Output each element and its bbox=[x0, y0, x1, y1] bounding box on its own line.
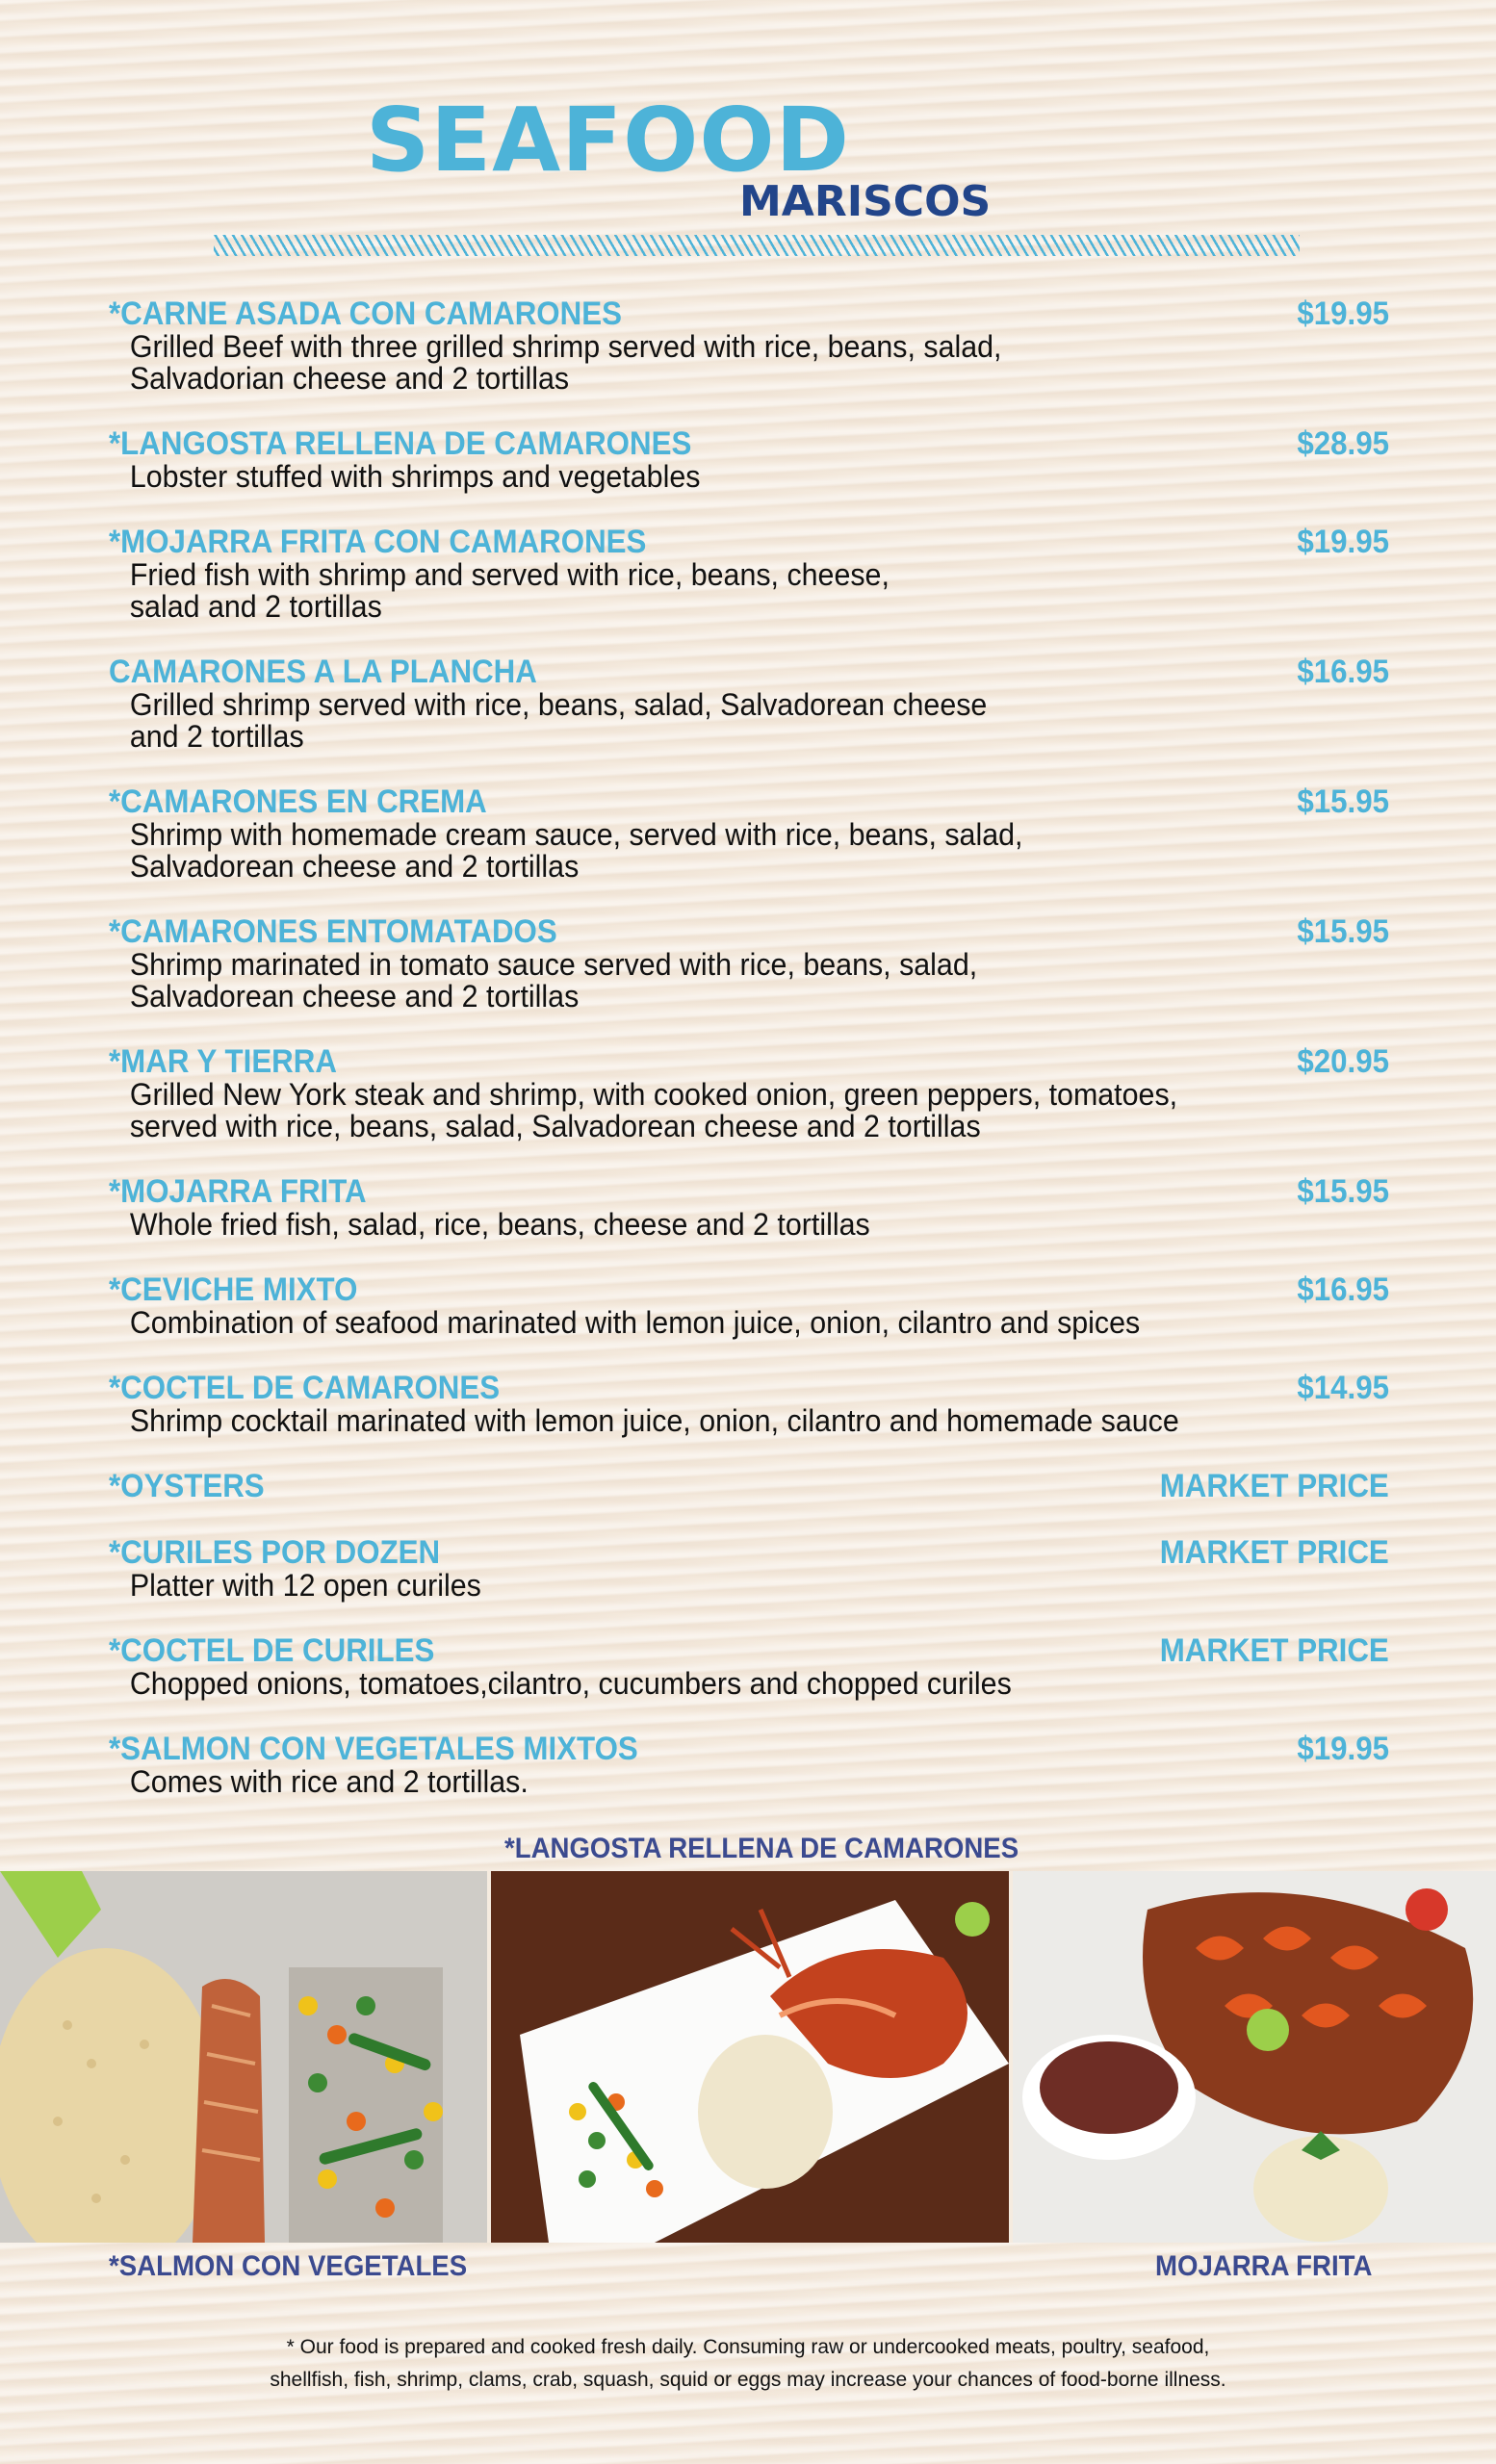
menu-item-name: *COCTEL DE CAMARONES bbox=[109, 1370, 501, 1406]
menu-item-description bbox=[109, 1079, 1191, 1142]
menu-item-description bbox=[109, 1570, 1191, 1602]
menu-item-name: *MOJARRA FRITA bbox=[109, 1173, 367, 1210]
photo-caption-lobster: *LANGOSTA RELLENA DE CAMARONES bbox=[504, 1833, 1019, 1864]
menu-item-name: *OYSTERS bbox=[109, 1468, 265, 1504]
menu-item-header bbox=[109, 426, 1389, 461]
menu-item-price: MARKET PRICE bbox=[1159, 1534, 1389, 1571]
decorative-divider bbox=[214, 235, 1300, 256]
description-line: Salvadorean cheese and 2 tortillas bbox=[129, 979, 580, 1014]
menu-item bbox=[109, 654, 1389, 753]
mojarra-photo bbox=[1013, 1871, 1496, 2243]
menu-item-price: $20.95 bbox=[1297, 1043, 1389, 1080]
menu-item-description bbox=[109, 689, 1191, 753]
menu-item bbox=[109, 1272, 1389, 1339]
menu-item-name: *CAMARONES ENTOMATADOS bbox=[109, 913, 557, 950]
menu-item bbox=[109, 1174, 1389, 1241]
menu-item-description bbox=[109, 1209, 1191, 1241]
menu-item-price: $16.95 bbox=[1297, 654, 1389, 690]
menu-item-header bbox=[109, 1469, 1389, 1503]
menu-item-name: *CEVICHE MIXTO bbox=[109, 1271, 358, 1308]
salmon-photo bbox=[0, 1871, 487, 2243]
menu-item-name: *MOJARRA FRITA CON CAMARONES bbox=[109, 524, 647, 560]
menu-item-price: $19.95 bbox=[1297, 295, 1389, 332]
menu-item-description bbox=[109, 949, 1191, 1013]
photo-caption-salmon: *SALMON CON VEGETALES bbox=[109, 2250, 468, 2282]
menu-item-name: CAMARONES A LA PLANCHA bbox=[109, 654, 537, 690]
menu-item-price: $28.95 bbox=[1297, 425, 1389, 462]
menu-item-price: $19.95 bbox=[1297, 524, 1389, 560]
description-line: Grilled Beef with three grilled shrimp served with rice, beans, salad, bbox=[129, 329, 1002, 364]
photo-strip bbox=[0, 1871, 1496, 2243]
footnote-line: * Our food is prepared and cooked fresh daily. Consuming raw or undercooked meats, poultry, seafood, bbox=[286, 2336, 1210, 2358]
description-line: Platter with 12 open curiles bbox=[129, 1568, 481, 1603]
menu-item bbox=[109, 525, 1389, 623]
menu-item-description bbox=[109, 1405, 1191, 1437]
menu-item-price: $16.95 bbox=[1297, 1271, 1389, 1308]
menu-item-price: MARKET PRICE bbox=[1159, 1468, 1389, 1504]
description-line: Shrimp marinated in tomato sauce served with rice, beans, salad, bbox=[129, 947, 978, 982]
menu-item-price: $14.95 bbox=[1297, 1370, 1389, 1406]
menu-item-price: MARKET PRICE bbox=[1159, 1632, 1389, 1669]
description-line: Shrimp cocktail marinated with lemon juice, onion, cilantro and homemade sauce bbox=[129, 1403, 1179, 1438]
menu-item bbox=[109, 1633, 1389, 1700]
menu-item-name: *SALMON CON VEGETALES MIXTOS bbox=[109, 1731, 638, 1767]
menu-item bbox=[109, 784, 1389, 883]
description-line: and 2 tortillas bbox=[129, 719, 304, 754]
photo-caption-mojarra: MOJARRA FRITA bbox=[1155, 2250, 1373, 2282]
menu-item-price: $19.95 bbox=[1297, 1731, 1389, 1767]
description-line: Comes with rice and 2 tortillas. bbox=[129, 1764, 529, 1799]
menu-item-header bbox=[109, 784, 1389, 819]
menu-item-header bbox=[109, 296, 1389, 331]
menu-item-description bbox=[109, 461, 1191, 493]
menu-item-header bbox=[109, 1633, 1389, 1668]
menu-item-description bbox=[109, 1668, 1191, 1700]
menu-item-header bbox=[109, 914, 1389, 949]
menu-item-description bbox=[109, 331, 1191, 395]
menu-item-description bbox=[109, 1307, 1191, 1339]
menu-item bbox=[109, 296, 1389, 395]
menu-item-price: $15.95 bbox=[1297, 783, 1389, 820]
page-subtitle: MARISCOS bbox=[739, 177, 992, 226]
footnote-line: shellfish, fish, shrimp, clams, crab, squash, squid or eggs may increase your chances of food-borne illness. bbox=[270, 2369, 1226, 2391]
menu-item-header bbox=[109, 654, 1389, 689]
menu-item-name: *CURILES POR DOZEN bbox=[109, 1534, 441, 1571]
menu-item-header bbox=[109, 1044, 1389, 1079]
description-line: Whole fried fish, salad, rice, beans, cheese and 2 tortillas bbox=[129, 1207, 870, 1242]
lobster-photo bbox=[491, 1871, 1009, 2243]
description-line: Chopped onions, tomatoes,cilantro, cucumbers and chopped curiles bbox=[129, 1666, 1012, 1701]
menu-item-header bbox=[109, 525, 1389, 559]
menu-item-name: *CARNE ASADA CON CAMARONES bbox=[109, 295, 622, 332]
menu-item bbox=[109, 1732, 1389, 1798]
menu-item-description bbox=[109, 559, 1191, 623]
description-line: Combination of seafood marinated with lemon juice, onion, cilantro and spices bbox=[129, 1305, 1141, 1340]
description-line: Grilled shrimp served with rice, beans, salad, Salvadorean cheese bbox=[129, 687, 988, 722]
menu-item-header bbox=[109, 1732, 1389, 1766]
menu-item-header bbox=[109, 1535, 1389, 1570]
menu-item bbox=[109, 914, 1389, 1013]
description-line: Fried fish with shrimp and served with rice, beans, cheese, bbox=[129, 557, 890, 592]
menu-item bbox=[109, 1535, 1389, 1602]
menu-item bbox=[109, 1044, 1389, 1142]
menu-item bbox=[109, 1469, 1389, 1503]
menu-list bbox=[109, 296, 1389, 1830]
menu-item-name: *COCTEL DE CURILES bbox=[109, 1632, 435, 1669]
menu-item-price: $15.95 bbox=[1297, 1173, 1389, 1210]
menu-item-description bbox=[109, 819, 1191, 883]
menu-item-price: $15.95 bbox=[1297, 913, 1389, 950]
description-line: Salvadorean cheese and 2 tortillas bbox=[129, 849, 580, 884]
menu-item-name: *MAR Y TIERRA bbox=[109, 1043, 337, 1080]
description-line: Shrimp with homemade cream sauce, served with rice, beans, salad, bbox=[129, 817, 1023, 852]
menu-item-header bbox=[109, 1174, 1389, 1209]
page-title: SEAFOOD bbox=[366, 89, 850, 192]
menu-item bbox=[109, 1371, 1389, 1437]
menu-item bbox=[109, 426, 1389, 493]
menu-item-name: *CAMARONES EN CREMA bbox=[109, 783, 487, 820]
menu-item-header bbox=[109, 1272, 1389, 1307]
description-line: served with rice, beans, salad, Salvadorean cheese and 2 tortillas bbox=[129, 1109, 981, 1143]
description-line: Grilled New York steak and shrimp, with cooked onion, green peppers, tomatoes, bbox=[129, 1077, 1178, 1112]
menu-item-header bbox=[109, 1371, 1389, 1405]
menu-item-name: *LANGOSTA RELLENA DE CAMARONES bbox=[109, 425, 692, 462]
description-line: salad and 2 tortillas bbox=[129, 589, 382, 624]
menu-item-description bbox=[109, 1766, 1191, 1798]
food-safety-footnote bbox=[0, 2331, 1496, 2397]
description-line: Salvadorian cheese and 2 tortillas bbox=[129, 361, 570, 396]
description-line: Lobster stuffed with shrimps and vegetables bbox=[129, 459, 701, 494]
